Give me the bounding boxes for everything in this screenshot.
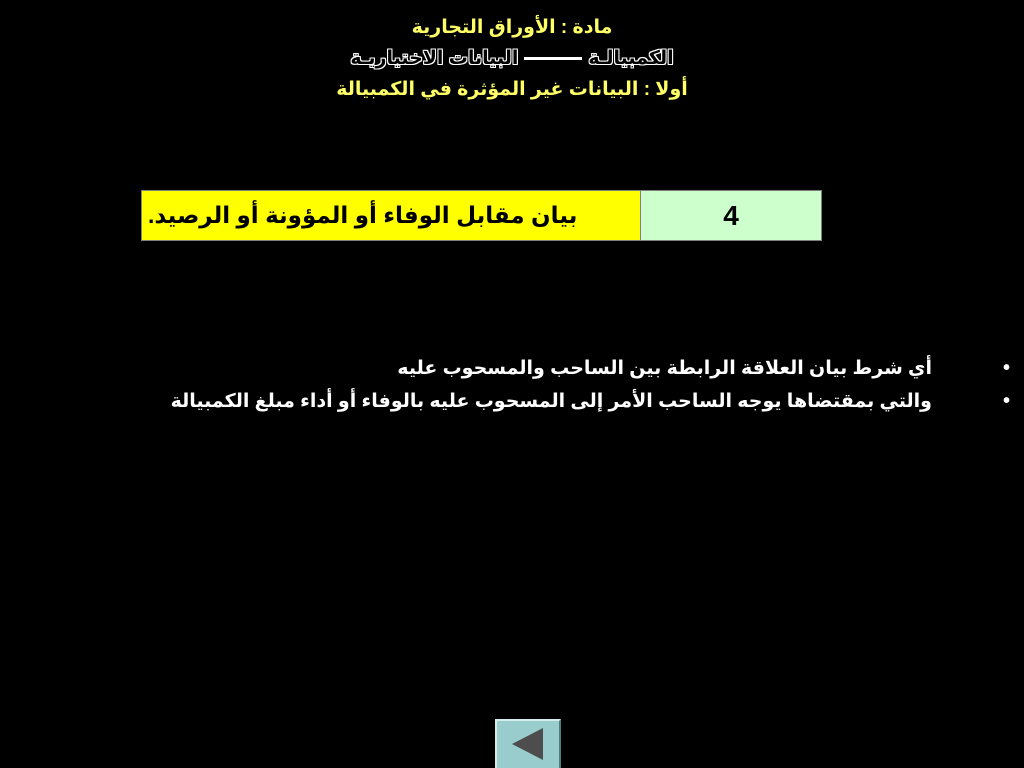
bullet-list [50, 352, 1010, 418]
list-item [50, 385, 1010, 418]
list-item-text: أي شرط بيان العلاقة الرابطة بين الساحب والمسحوب عليه [397, 358, 932, 379]
dash-separator [524, 57, 582, 60]
bullet-icon: • [1002, 357, 1010, 379]
bill-label: الكمبيالـة [588, 48, 674, 69]
back-arrow-icon [497, 721, 559, 768]
back-button[interactable] [495, 719, 561, 768]
data-table [141, 190, 822, 241]
bullet-icon: • [1002, 390, 1010, 412]
slide-header [0, 12, 1024, 105]
list-item [50, 352, 1010, 385]
optional-data-label: البيانات الاختياريـة [350, 48, 519, 69]
table-cell-text: بيان مقابل الوفاء أو المؤونة أو الرصيد [154, 202, 578, 228]
table-number-cell: 4 [641, 191, 821, 240]
table-text-cell [142, 191, 641, 240]
table-cell-dot: . [148, 202, 155, 228]
bill-subtitle [0, 43, 1024, 74]
list-item-text: والتي بمقتضاها يوجه الساحب الأمر إلى المسحوب عليه بالوفاء أو أداء مبلغ الكمبيالة [170, 391, 932, 412]
subject-title: مادة : الأوراق التجارية [411, 17, 613, 38]
section-heading: أولا : البيانات غير المؤثرة في الكمبيالة [336, 79, 688, 100]
